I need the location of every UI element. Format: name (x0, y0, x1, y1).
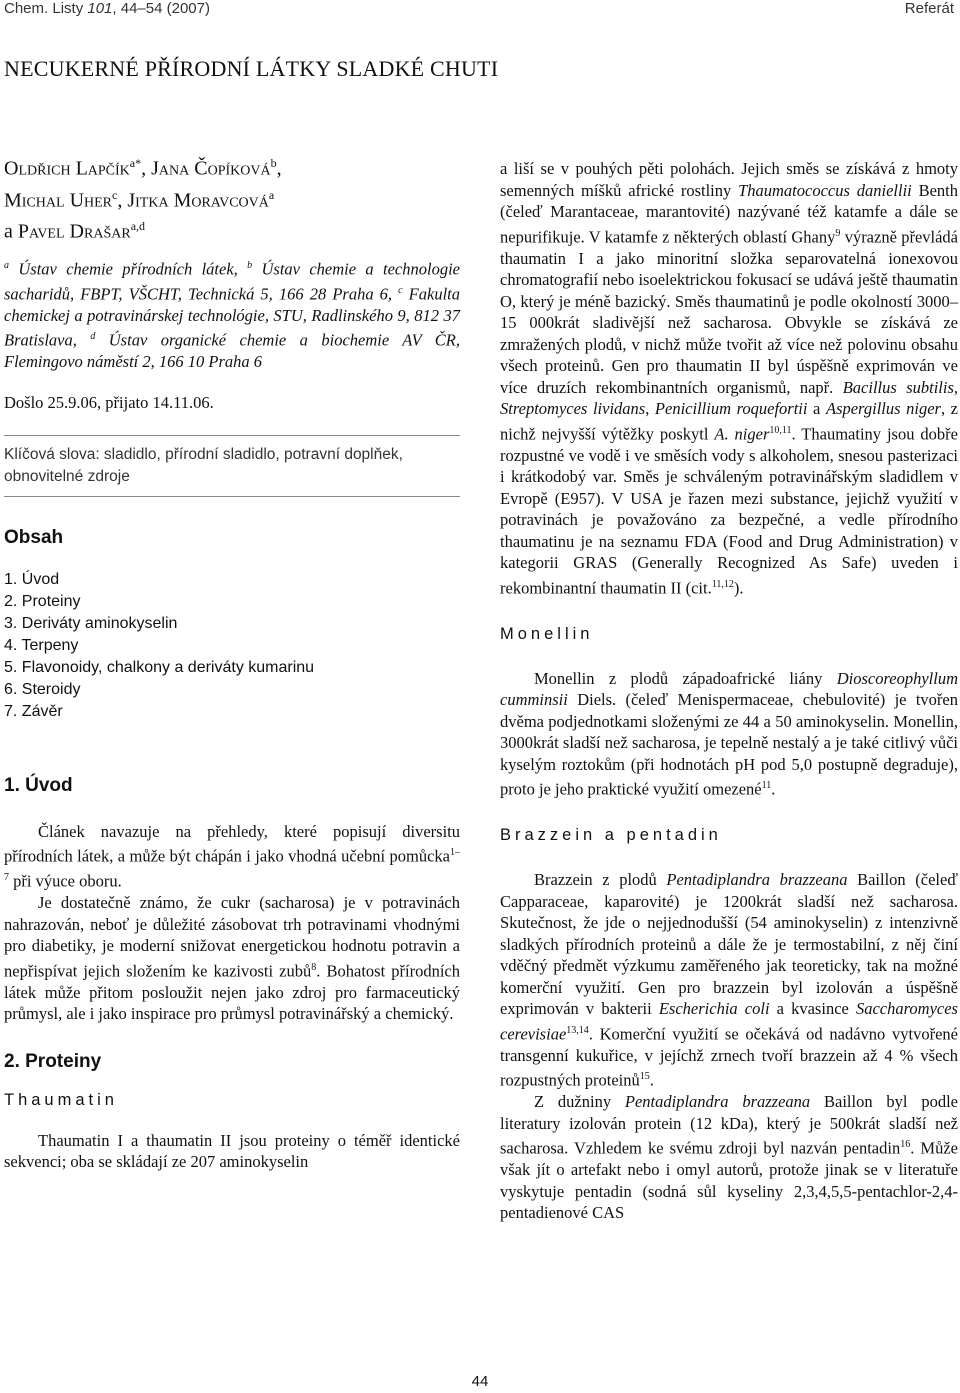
section-heading-proteins: 2. Proteiny (4, 1050, 102, 1072)
intro-paragraph: Článek navazuje na přehledy, které popisují diversitu přírodních látek, a může být chápán i jako vhodná učební pomůcka$^{1-7}$ při výuce oboru. (4, 821, 460, 891)
toc-item[interactable]: 4. Terpeny (4, 636, 79, 654)
monellin-paragraph: Monellin z plodů západoafrické liány Dioscoreophyllum cumminsii Diels. (čeleď Menispermaceae, chebulovité) je tvořen dvěma podjednotkami složenými ze 44 a 50 aminokyselin. Monellin, 3000krát sladší než sacharosa, je tepelně nestalý a je také citlivý vůči kyselým roztokům (při hodnotách pH pod 5,0 postupně degraduje), proto je jeho praktické využití omezené$^{11}$. (500, 668, 958, 799)
page-number: 44 (471, 1373, 489, 1390)
section-heading-intro: 1. Úvod (4, 774, 73, 796)
toc-item[interactable]: 6. Steroidy (4, 680, 81, 698)
author-4: Jitka Moravcová (127, 189, 269, 212)
author-list: Oldřich Lapčík$^{a*}$, Jana Čopíková$^b$, Michal Uher$^c$, Jitka Moravcová$^a$ a Pavel Drašar$^{a,d}$ (4, 156, 282, 243)
thaumatin-paragraph: Thaumatin I a thaumatin II jsou proteiny o téměř identické sekvenci; oba se skládají ze 207 aminokyselin (4, 1130, 460, 1172)
toc-item[interactable]: 2. Proteiny (4, 592, 81, 610)
subsection-heading-monellin: Monellin (500, 624, 594, 643)
table-of-contents (4, 569, 460, 723)
pentadin-paragraph: Z dužniny Pentadiplandra brazzeana Baillon byl podle literatury izolován protein (12 kDa), který je 500krát sladší než sacharosa. Vzhledem ke svému zdroji byl nazván pentadin$^{16}$. Může však jít o artefakt nebo i omyl autorů, protože jinak se v literatuře vyskytuje pentadin (sodná sůl kyseliny 2,3,4,5,5-pentachlor-2,4-pentadienové CAS (500, 1092, 958, 1222)
toc-item[interactable]: 5. Flavonoidy, chalkony a deriváty kumarinu (4, 658, 315, 676)
author-2: Jana Čopíková (151, 157, 271, 180)
left-column (4, 150, 460, 1173)
toc-item[interactable]: 3. Deriváty aminokyselin (4, 614, 178, 632)
author-5: Pavel Drašar (17, 220, 131, 243)
toc-item[interactable]: 7. Závěr (4, 702, 63, 720)
received-date: Došlo 25.9.06, přijato 14.11.06. (4, 392, 214, 412)
article-title: NECUKERNÉ PŘÍRODNÍ LÁTKY SLADKÉ CHUTI (4, 56, 499, 81)
right-column (500, 150, 958, 1224)
running-header (4, 0, 954, 20)
article-type: Referát (904, 0, 954, 17)
intro-paragraph: Je dostatečně známo, že cukr (sacharosa) je v potravinách nahrazován, neboť je důležité zásobovat trh potravinami vhodnými pro diabetiky, je moderní snižovat energetickou hodnotu potravin a nepřispívat jejich složením ke kazivosti zubů$^8$. Bohatost přírodních látek může přitom posloužit nejen jako zdroj pro farmaceutický průmysl, ale i jako inspirace pro průmysl potravinářský a chemický. (4, 893, 460, 1024)
brazzein-paragraph: Brazzein z plodů Pentadiplandra brazzeana Baillon (čeleď Capparaceae, kaparovité) je 1200krát sladší než sacharosa. Skutečnost, že jde o nejjednodušší (54 aminokyselin) z intenzivně sladkých přírodních proteinů a dále že je termostabilní, z něj činí vděčný předmět výzkumu zaměřeného jak teoreticky, tak na možné komerční využití. Gen pro brazzein byl izolován a úspěšně exprimován v bakterii Escherichia coli a kvasince Saccharomyces cerevisiae$^{13,14}$. Komerční využití se očekává od nadávno vytvořené transgenní kukuřice, v jejíchž zrnech tvoří brazzein až 4 % všech rozpustných proteinů$^{15}$. (500, 870, 958, 1090)
thaumatin-paragraph-cont: a liší se v pouhých pěti polohách. Jejich směs se získává z hmoty semenných míšků africké rostliny Thaumatococcus daniellii Benth (čeleď Marantaceae, marantovité) nazývané též katamfe a dále se nepurifikuje. V katamfe z některých oblastí Ghany$^9$ výrazně převládá thaumatin I a jako minoritní složka separovatelná ionexovou chromatografií nebo isoelektrickou fokusací se udává ještě thaumatin O, který je méně bazický. Směs thaumatinů je podle okolností 3000–15 000krát sladivější než sacharosa. Obvykle se získává ze zmražených plodů, v nichž může tvořit až více než polovinu obsahu všech proteinů. Gen pro thaumatin II byl úspěšně exprimován ve více druzích rekombinantních organismů, např. Bacillus subtilis, Streptomyces lividans, Penicillium roquefortii a Aspergillus niger, z nichž nejvyšší výtěžky poskytl A. niger$^{10,11}$. Thaumatiny jsou dobře rozpustné ve vodě i ve směsích vody s alkoholem, snesou pasterizaci i krátkodobý var. Směs je schváleným potravinářským sladidlem v Evropě (E957). V USA je řazen mezi substance, jejichž využití v potravinách je považováno za bezpečné, a vedle přírodního thaumatinu je na seznamu FDA (Food and Drug Administration) v kategorii GRAS (Generally Recognized As Safe) uveden i rekombinantní thaumatin II (cit.$^{11,12}$). (500, 159, 959, 597)
author-3: Michal Uher (4, 189, 113, 212)
affiliations: $^a$ Ústav chemie přírodních látek, $^b$ Ústav chemie a technologie sacharidů, FBPT, VŠCHT, Technická 5, 166 28 Praha 6, $^c$ Fakulta chemickej a potravinárskej technológie, STU, Radlinského 9, 812 37 Bratislava, $^d$ Ústav organické chemie a biochemie AV ČR, Flemingovo náměstí 2, 166 10 Praha 6 (4, 259, 461, 372)
author-1: Oldřich Lapčík (4, 157, 130, 180)
toc-item[interactable]: 1. Úvod (4, 570, 60, 588)
toc-title: Obsah (4, 526, 64, 548)
journal-citation: Chem. Listy 101, 44–54 (2007) (4, 0, 210, 17)
divider (4, 435, 460, 436)
subsection-heading-thaumatin: Thaumatin (4, 1090, 118, 1109)
keywords: Klíčová slova: sladidlo, přírodní sladidlo, potravní doplňek, obnovitelné zdroje (4, 445, 403, 485)
subsection-heading-brazzein: Brazzein a pentadin (500, 826, 722, 844)
divider (4, 496, 460, 497)
